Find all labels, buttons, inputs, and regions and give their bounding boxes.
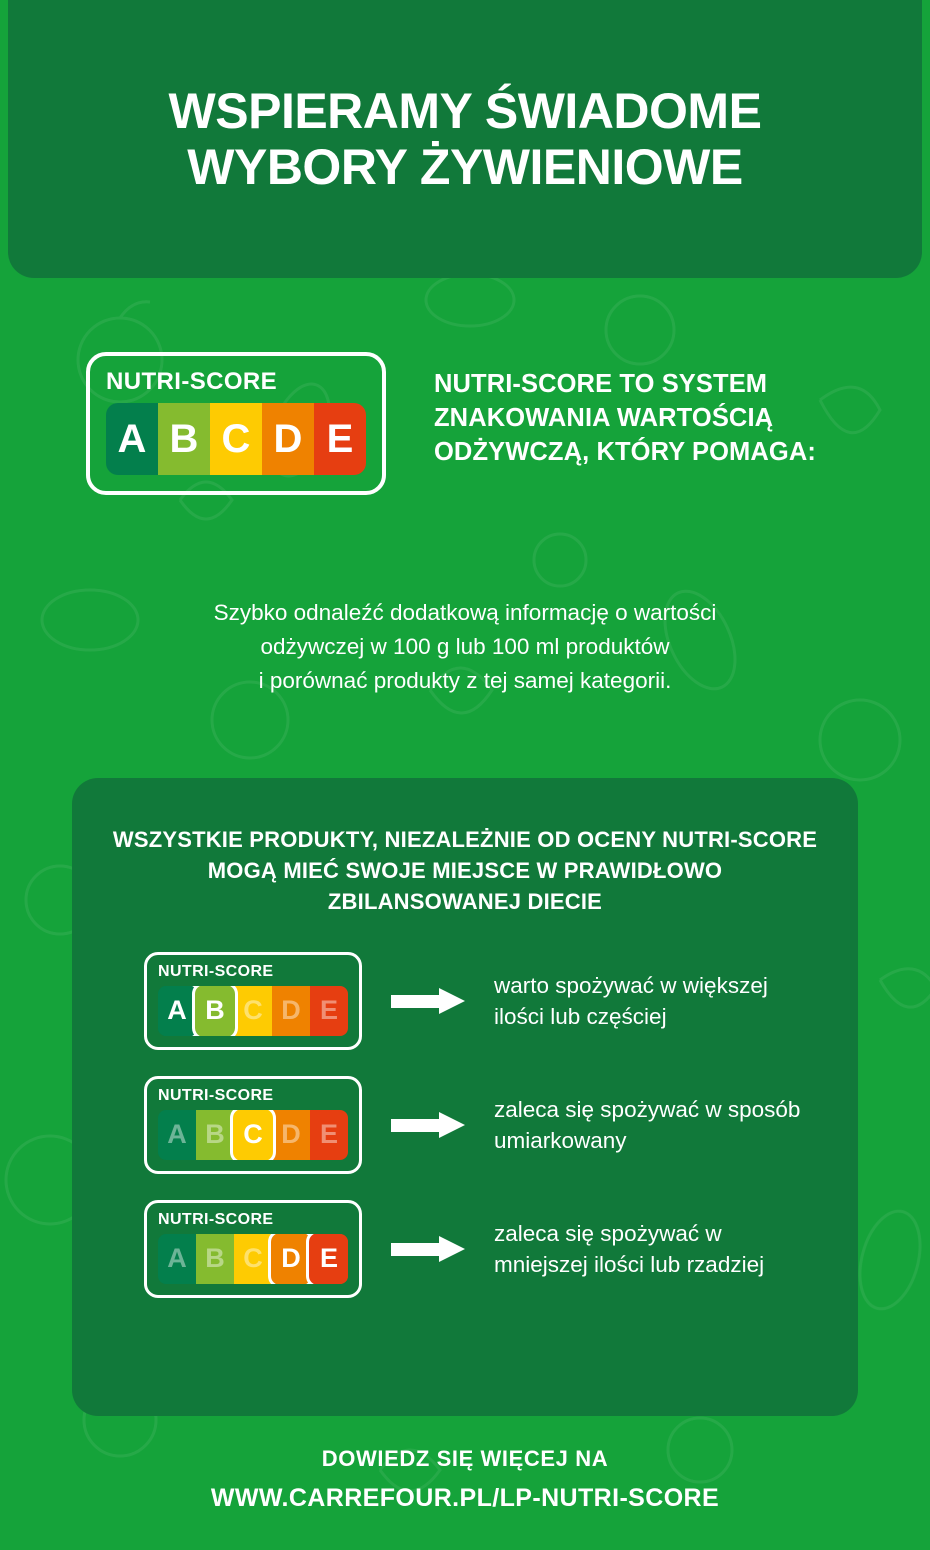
arrow-wrap (362, 1236, 494, 1262)
recommendation-row (112, 1200, 818, 1298)
nutri-score-letter-c: C (234, 1234, 272, 1284)
nutri-score-letter-a: A (106, 403, 158, 475)
intro-heading: NUTRI-SCORE TO SYSTEM ZNAKOWANIA WARTOŚCIĄ ODŻYWCZĄ, KTÓRY POMAGA: (434, 370, 816, 466)
lead-line-2: odżywczej w 100 g lub 100 ml produktów (260, 633, 670, 659)
lead-line-1: Szybko odnaleźć dodatkową informację o wartości (213, 600, 717, 625)
highlight-capsule-c: C (230, 1110, 276, 1160)
nutri-score-badge-ab (144, 952, 362, 1050)
panel-heading: WSZYSTKIE PRODUKTY, NIEZALEŻNIE OD OCENY NUTRI-SCORE MOGĄ MIEĆ SWOJE MIEJSCE W PRAWIDŁOWO ZBILANSOWANEJ DIECIE (112, 827, 818, 915)
nutri-score-letter-e: E (310, 986, 348, 1036)
highlight-capsule-e: E (306, 1234, 348, 1284)
nutri-score-letter-strip (158, 1110, 348, 1160)
arrow-right-icon (391, 988, 465, 1014)
arrow-wrap (362, 988, 494, 1014)
footer-call-to-action: DOWIEDZ SIĘ WIĘCEJ NA (321, 1446, 609, 1471)
nutri-score-badge-de (144, 1200, 362, 1298)
page-title-line1: WSPIERAMY ŚWIADOME (168, 83, 762, 139)
nutri-score-letter-c (234, 1110, 272, 1160)
nutri-score-letter-c: C (234, 986, 272, 1036)
nutri-score-letter-a (158, 986, 196, 1036)
nutri-score-letter-d: D (272, 986, 310, 1036)
nutri-score-letter-strip (158, 986, 348, 1036)
intro-section (0, 352, 930, 495)
nutri-score-letter-b: B (158, 403, 210, 475)
recommendation-row (112, 1076, 818, 1174)
recommendation-rows (112, 952, 818, 1298)
footer (0, 1446, 930, 1513)
nutri-score-letter-e: E (310, 1110, 348, 1160)
nutri-score-letter-e (310, 1234, 348, 1284)
recommendation-text: warto spożywać w większej ilości lub częściej (494, 972, 768, 1029)
nutri-score-badge-title: NUTRI-SCORE (158, 962, 274, 980)
nutri-score-badge-title: NUTRI-SCORE (158, 1210, 274, 1228)
nutri-score-letter-b: B (196, 1110, 234, 1160)
nutri-score-letter-strip (158, 1234, 348, 1284)
nutri-score-letter-strip (106, 403, 366, 475)
highlight-capsule-b: B (192, 986, 238, 1036)
arrow-right-icon (391, 1236, 465, 1262)
page-title (169, 83, 762, 195)
recommendation-text: zaleca się spożywać w mniejszej ilości lub rzadziej (494, 1220, 765, 1277)
nutri-score-letter-b (196, 986, 234, 1036)
nutri-score-letter-d: D (272, 1110, 310, 1160)
recommendation-row (112, 952, 818, 1050)
nutri-score-letter-a: A (158, 1234, 196, 1284)
nutri-score-badge-c (144, 1076, 362, 1174)
nutri-score-letter-a: A (158, 1110, 196, 1160)
nutri-score-letter-d (272, 1234, 310, 1284)
nutri-score-letter-e: E (314, 403, 366, 475)
nutri-score-letter-c: C (210, 403, 262, 475)
highlight-capsule-d: D (268, 1234, 314, 1284)
header-banner (8, 0, 922, 278)
page-title-line2: WYBORY ŻYWIENIOWE (187, 139, 743, 195)
lead-paragraph (0, 596, 930, 697)
nutri-score-letter-b: B (196, 1234, 234, 1284)
arrow-right-icon (391, 1112, 465, 1138)
highlight-capsule-a: A (158, 986, 200, 1036)
recommendation-text: zaleca się spożywać w sposób umiarkowany (494, 1096, 801, 1153)
arrow-wrap (362, 1112, 494, 1138)
footer-url[interactable]: WWW.CARREFOUR.PL/LP-NUTRI-SCORE (210, 1484, 720, 1512)
recommendation-panel (72, 778, 858, 1416)
nutri-score-letter-d: D (262, 403, 314, 475)
nutri-score-badge-title: NUTRI-SCORE (158, 1086, 274, 1104)
lead-line-3: i porównać produkty z tej samej kategorii. (258, 667, 672, 693)
nutri-score-badge-full (86, 352, 386, 495)
nutri-score-badge-title: NUTRI-SCORE (106, 368, 278, 395)
